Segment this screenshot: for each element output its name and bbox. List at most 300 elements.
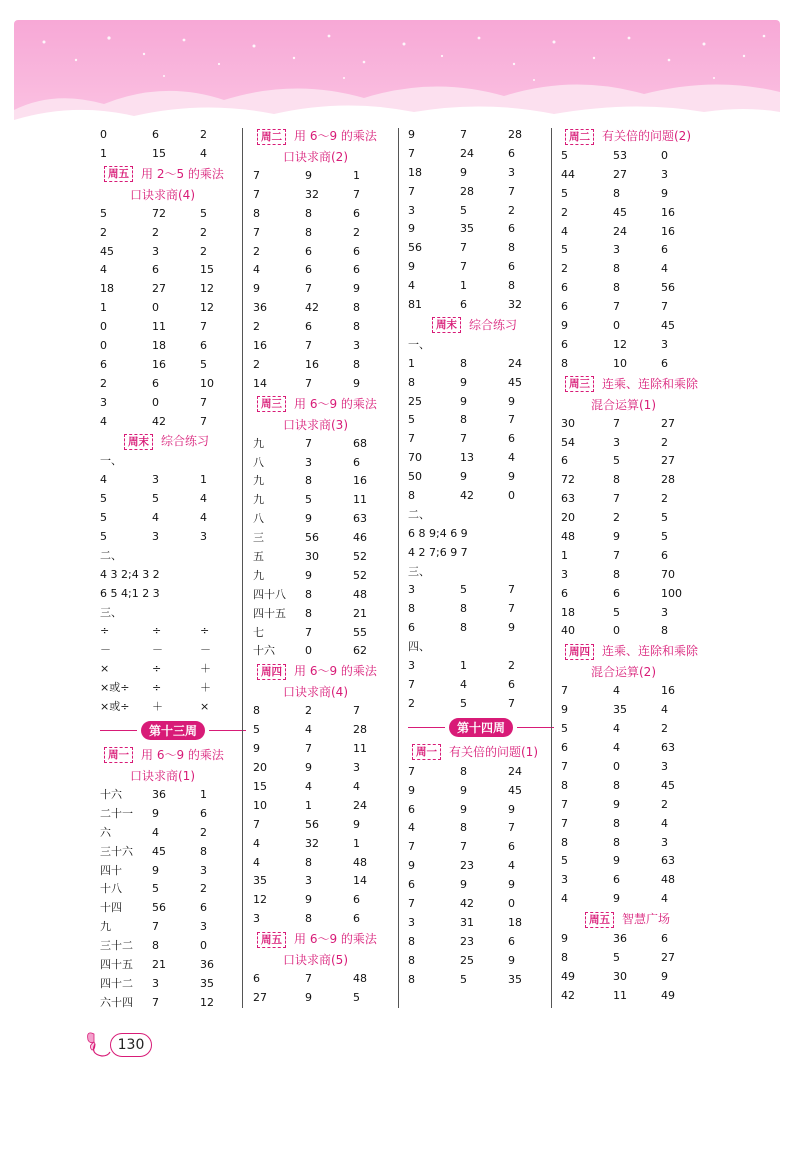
answer-row [408,183,554,202]
answer-cell: 三 [253,531,264,545]
answer-cell: 21 [152,957,166,971]
answer-cell: 9 [408,260,415,274]
answer-cell: 5 [460,696,467,710]
answer-row [253,721,399,740]
answer-cell: 7 [408,840,415,854]
answer-row [100,337,246,356]
answer-cell: 6 [661,548,668,562]
answer-row [100,862,246,881]
answer-cell: 11 [353,742,367,756]
answer-cell: 2 [661,797,668,811]
answer-cell: 7 [460,260,467,274]
answer-cell: 3 [152,976,159,990]
answer-row [408,801,554,820]
answer-cell: 6 [353,244,360,258]
answer-cell: 5 [152,882,159,896]
answer-cell: ＋ [152,700,163,714]
answer-cell: 5 [353,990,360,1004]
answer-cell: 70 [661,567,675,581]
answer-cell: 10 [613,356,627,370]
answer-cell: 4 [460,677,467,691]
answer-cell: 9 [613,797,620,811]
section-heading [100,431,246,452]
section-subtitle: 混合运算(2) [591,665,656,680]
day-tag: 周四 [565,644,594,660]
answer-row [253,989,399,1008]
answer-cell: 5 [561,854,568,868]
answer-cell: 6 [152,263,159,277]
answer-cell: 62 [353,644,367,658]
answer-cell: 6 [100,357,107,371]
answer-cell: 4 [613,741,620,755]
answer-cell: － [200,643,211,657]
answer-row [408,220,554,239]
section-heading [561,641,707,662]
answer-cell: 8 [408,972,415,986]
answer-cell: 六十四 [100,995,133,1009]
section-title: 用 6～9 的乘法 [141,747,224,762]
answer-cell: 1 [561,548,568,562]
answer-cell: 3 [152,530,159,544]
answer-row [100,243,246,262]
answer-cell: 7 [353,704,360,718]
answer-row [100,280,246,299]
answer-row [408,374,554,393]
answer-row [408,581,554,600]
answer-cell: 7 [152,920,159,934]
answer-cell: 9 [152,863,159,877]
section-title: 综合练习 [161,434,210,449]
answer-cell: 4 [561,892,568,906]
answer-cell: 27 [661,454,675,468]
answer-cell: 46 [353,531,367,545]
answer-line: 三、 [100,605,122,619]
answer-cell: 5 [200,206,207,220]
answer-cell: 7 [200,414,207,428]
answer-cell: 20 [561,511,575,525]
week-heading [408,714,554,742]
answer-cell: 7 [561,797,568,811]
answer-cell: 6 [152,128,159,141]
answer-cell: 0 [152,395,159,409]
answer-cell: 8 [613,281,620,295]
answer-cell: 9 [613,530,620,544]
answer-cell: ÷ [100,624,110,638]
answer-row [408,782,554,801]
answer-row [253,510,399,529]
answer-cell: 7 [508,413,515,427]
answer-cell: 30 [561,416,575,430]
answer-cell: 5 [305,493,312,507]
answer-cell: 18 [408,165,422,179]
answer-cell: 8 [305,606,312,620]
answer-row [253,356,399,375]
answer-row [100,528,246,547]
answer-line: 一、 [100,454,122,468]
answer-row [253,318,399,337]
answer-cell: 68 [353,436,367,450]
section-title: 用 6～9 的乘法 [294,664,377,679]
answer-row [100,824,246,843]
answer-cell: 2 [661,435,668,449]
answer-cell: 9 [253,742,260,756]
answer-cell: 0 [100,339,107,353]
answer-row [408,600,554,619]
answer-cell: 5 [460,972,467,986]
answer-cell: 16 [661,224,675,238]
answer-cell: 3 [353,761,360,775]
answer-cell: 12 [253,893,267,907]
answer-row [253,624,399,643]
answer-cell: 5 [100,511,107,525]
answer-row [561,890,707,909]
answer-cell: 5 [460,203,467,217]
answer-cell: 6 [200,901,207,915]
answer-cell: 5 [100,530,107,544]
answer-row [561,720,707,739]
answer-cell: 56 [408,241,422,255]
answer-cell: 2 [508,659,515,673]
answer-cell: － [100,643,111,657]
answer-cell: 2 [305,704,312,718]
answer-column-2 [253,126,399,1008]
answer-cell: 7 [661,300,668,314]
answer-cell: 0 [200,939,207,953]
answer-row [253,778,399,797]
answer-cell: 4 [613,722,620,736]
answer-cell: 18 [152,339,166,353]
answer-row [100,413,246,432]
answer-cell: 三十二 [100,939,133,953]
answer-cell: 4 [100,473,107,487]
answer-cell: 9 [508,621,515,635]
answer-cell: 九 [100,920,111,934]
answer-cell: 7 [408,896,415,910]
answer-cell: 3 [200,530,207,544]
answer-cell: 81 [408,298,422,312]
answer-cell: 7 [613,548,620,562]
answer-cell: － [152,643,163,657]
answer-row [100,880,246,899]
answer-cell: 十六 [100,787,122,801]
answer-row [408,393,554,412]
answer-row [253,299,399,318]
week-label: 第十四周 [449,718,513,737]
answer-cell: 6 [353,893,360,907]
answer-cell: 42 [561,988,575,1002]
answer-row [253,854,399,873]
answer-cell: 8 [613,778,620,792]
answer-cell: 4 [661,262,668,276]
answer-cell: 7 [408,184,415,198]
answer-row [408,695,554,714]
section-title: 连乘、连除和乘除 [602,376,699,391]
answer-cell: 5 [253,723,260,737]
answer-cell: 7 [200,395,207,409]
answer-row [561,509,707,528]
answer-cell: 7 [508,583,515,597]
section-heading [408,315,554,336]
answer-row [408,164,554,183]
answer-row [408,914,554,933]
answer-cell: 3 [661,759,668,773]
answer-cell: 8 [561,778,568,792]
answer-row [561,223,707,242]
answer-cell: 9 [508,394,515,408]
answer-cell: 0 [305,644,312,658]
answer-cell: 5 [561,243,568,257]
answer-cell: 8 [460,602,467,616]
answer-cell: 3 [613,435,620,449]
answer-cell: 8 [613,816,620,830]
answer-row [100,679,246,698]
answer-row [100,956,246,975]
answer-cell: 4 [508,451,515,465]
answer-row [100,918,246,937]
answer-cell: 1 [460,279,467,293]
answer-cell: 6 [508,677,515,691]
answer-cell: 5 [561,186,568,200]
answer-cell: 8 [613,262,620,276]
answer-cell: 12 [613,337,627,351]
answer-row [253,605,399,624]
answer-cell: 63 [561,492,575,506]
answer-row [561,471,707,490]
answer-cell: 8 [613,473,620,487]
answer-cell: 5 [408,413,415,427]
answer-cell: 36 [613,932,627,946]
answer-cell: 8 [353,301,360,315]
answer-row [253,970,399,989]
answer-cell: 三十六 [100,844,133,858]
answer-cell: 18 [508,915,522,929]
answer-cell: 6 [561,337,568,351]
answer-cell: 3 [661,605,668,619]
answer-row [561,758,707,777]
answer-cell: 6 [408,621,415,635]
answer-column-4 [561,126,707,1006]
day-tag: 周五 [104,166,133,182]
answer-cell: 8 [460,764,467,778]
section-heading [253,661,399,682]
answer-cell: 0 [508,489,515,503]
answer-row [561,279,707,298]
answer-cell: 8 [253,206,260,220]
answer-cell: 6 [561,586,568,600]
answer-row [253,435,399,454]
answer-row [100,126,246,145]
answer-cell: ÷ [200,624,210,638]
week-label: 第十三周 [141,721,205,740]
answer-cell: 9 [408,222,415,236]
answer-cell: 5 [613,605,620,619]
answer-cell: 8 [613,835,620,849]
answer-cell: 7 [613,492,620,506]
answer-cell: 1 [100,301,107,315]
answer-row [253,740,399,759]
answer-line: 三、 [408,564,430,578]
answer-cell: 7 [408,764,415,778]
answer-cell: 2 [561,262,568,276]
answer-cell: 8 [460,621,467,635]
answer-cell: 9 [508,802,515,816]
answer-cell: 7 [305,625,312,639]
answer-row [561,930,707,949]
answer-row [253,186,399,205]
answer-cell: 45 [508,783,522,797]
answer-cell: 7 [253,169,260,182]
answer-cell: 6 [561,300,568,314]
answer-row [561,604,707,623]
answer-cell: 4 [200,511,207,525]
answer-line: 4 2 7;6 9 7 [408,545,468,559]
answer-cell: 四十 [100,863,122,877]
answer-row [561,871,707,890]
answer-row [100,394,246,413]
section-subtitle: 口诀求商(3) [283,417,348,432]
answer-row [408,676,554,695]
answer-cell: 2 [613,511,620,525]
answer-cell: 十四 [100,901,122,915]
answer-cell: 28 [460,184,474,198]
answer-cell: 6 [200,339,207,353]
answer-row [253,816,399,835]
answer-cell: × [100,662,110,676]
answer-row [561,566,707,585]
answer-cell: 13 [460,451,474,465]
answer-cell: 十八 [100,882,122,896]
answer-row [561,434,707,453]
answer-row [253,167,399,186]
section-subtitle: 口诀求商(5) [283,953,348,968]
answer-cell: 9 [613,854,620,868]
answer-cell: 2 [200,882,207,896]
answer-cell: 4 [408,279,415,293]
answer-cell: 24 [460,146,474,160]
answer-line: 二、 [100,548,122,562]
answer-cell: 8 [613,567,620,581]
answer-cell: 23 [460,859,474,873]
answer-cell: 四十五 [100,957,133,971]
answer-cell: 8 [561,950,568,964]
answer-row [561,415,707,434]
answer-cell: 24 [508,356,522,370]
answer-row [408,145,554,164]
answer-cell: 6 [305,244,312,258]
divider-line [517,727,554,728]
day-tag: 周一 [104,747,133,763]
answer-cell: 18 [561,605,575,619]
answer-cell: 7 [253,817,260,831]
answer-cell: 16 [353,474,367,488]
answer-cell: 20 [253,761,267,775]
answer-cell: 2 [661,492,668,506]
answer-cell: 4 [200,146,207,160]
answer-row [100,843,246,862]
answer-cell: 9 [305,568,312,582]
answer-cell: 6 [561,454,568,468]
answer-row [561,298,707,317]
answer-row [408,819,554,838]
answer-row [408,657,554,676]
answer-row [253,454,399,473]
section-subtitle: 口诀求商(2) [283,150,348,164]
answer-cell: 7 [561,759,568,773]
page-number-badge [80,1028,150,1062]
answer-row [253,491,399,510]
answer-row [100,937,246,956]
answer-cell: 四十二 [100,976,133,990]
answer-cell: 4 [508,859,515,873]
answer-cell: 12 [200,995,214,1009]
answer-cell: 42 [460,896,474,910]
answer-row [408,258,554,277]
answer-row [561,528,707,547]
answer-cell: 7 [253,225,260,239]
answer-cell: 8 [305,587,312,601]
answer-cell: 4 [200,492,207,506]
answer-row [100,145,246,164]
answer-row [100,205,246,224]
answer-cell: 1 [460,659,467,673]
answer-cell: 14 [353,874,367,888]
answer-cell: 5 [561,722,568,736]
answer-cell: 4 [561,224,568,238]
answer-cell: 九 [253,493,264,507]
answer-row [408,933,554,952]
answer-row [253,280,399,299]
section-heading [253,394,399,415]
answer-cell: 63 [353,512,367,526]
answer-cell: 2 [200,244,207,258]
answer-cell: 7 [253,187,260,201]
answer-cell: 8 [460,356,467,370]
answer-cell: 2 [100,376,107,390]
section-subtitle: 口诀求商(4) [283,685,348,700]
answer-cell: 2 [408,696,415,710]
answer-cell: 5 [613,454,620,468]
answer-cell: 35 [200,976,214,990]
section-heading [253,126,399,147]
day-tag: 周一 [412,744,441,760]
day-tag: 周五 [585,912,614,928]
answer-cell: ×或÷ [100,700,130,714]
answer-row [561,834,707,853]
answer-row [253,375,399,394]
answer-cell: 5 [200,357,207,371]
answer-cell: 16 [152,357,166,371]
answer-cell: 7 [305,742,312,756]
answer-cell: 15 [200,263,214,277]
section-title: 用 2～5 的乘法 [141,166,224,181]
answer-cell: 3 [408,583,415,597]
answer-cell: 0 [100,128,107,141]
answer-cell: 48 [661,873,675,887]
answer-cell: 2 [200,128,207,141]
section-title: 有关倍的问题(2) [602,129,691,143]
answer-cell: 63 [661,741,675,755]
answer-cell: 8 [353,320,360,334]
answer-cell: 9 [408,783,415,797]
answer-cell: 6 [408,878,415,892]
answer-cell: 7 [305,376,312,390]
answer-cell: 7 [508,821,515,835]
answer-cell: 12 [200,282,214,296]
answer-cell: 8 [460,821,467,835]
answer-cell: 2 [253,320,260,334]
header-banner [14,20,780,130]
answer-cell: 9 [508,470,515,484]
